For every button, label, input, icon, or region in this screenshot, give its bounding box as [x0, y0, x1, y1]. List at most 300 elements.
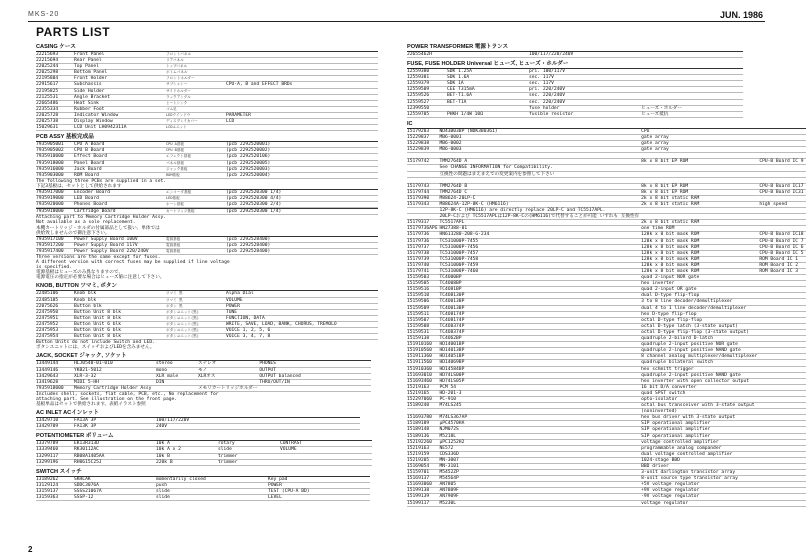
table-cell: MB6-0003: [439, 147, 641, 153]
table-cell: VOLUME: [280, 447, 372, 453]
section-title: POWER TRANSFORMER 電源トランス: [407, 44, 509, 50]
table-cell: CPU-B Board IC18: [759, 232, 804, 238]
table-cell: LED Board: [74, 196, 166, 202]
table-cell: fusible resistor: [529, 111, 641, 117]
table-cell: ボトムパネル: [166, 70, 226, 76]
table-cell: XLRオス: [198, 373, 259, 379]
table-cell: HD14013BP: [439, 348, 641, 354]
table-cell: 12559379: [407, 81, 447, 87]
table-cell: (pcb 2292520300 1/4): [226, 189, 378, 195]
table-cell: SSSP-12: [74, 495, 156, 501]
section-title: KNOB, BUTTON ツマミ, ボタン: [36, 283, 118, 290]
note-text: Not available as a sole replacement.: [36, 220, 136, 226]
table-row: [36, 248, 378, 254]
table-cell: 13299117: [36, 453, 74, 459]
table-cell: 151911360: [407, 354, 439, 360]
table-cell: SIP operational amplifier: [641, 427, 759, 433]
table-cell: TC531000P-7455: [439, 238, 641, 244]
table-cell: M5230L: [439, 500, 641, 506]
table-cell: MN-3007: [439, 457, 641, 463]
table-cell: Angle Bracket: [74, 94, 166, 100]
table-cell: 22665486: [36, 100, 74, 106]
table-cell: TC4O08BP: [439, 281, 641, 287]
table-cell: pri. 100/117V: [529, 69, 641, 75]
parts-table: [407, 68, 743, 118]
table-cell: 2k x 8 bit static RAM: [641, 220, 759, 226]
note-text: ボタンユニットには、スイッチおよびLEDを含みません。: [36, 345, 155, 351]
table-cell: PARAMETER: [226, 112, 378, 118]
table-cell: 15179743: [407, 183, 439, 189]
table-cell: ROM Board IC 3: [759, 269, 805, 275]
parts-table: [36, 440, 372, 465]
table-cell: 15179736APG: [407, 226, 438, 232]
table-cell: 15179739: [407, 256, 439, 262]
table-cell: 8k x 8 bit EP ROM: [641, 183, 759, 189]
table-cell: Alpha Dial: [226, 291, 378, 297]
table-cell: gate array: [641, 141, 759, 147]
table-cell: AN7805: [439, 482, 641, 488]
table-cell: Indicator Window: [74, 112, 166, 118]
table-cell: ボタンユニット(黒): [166, 321, 226, 327]
parts-table: [36, 189, 378, 208]
table-cell: 15169137: [407, 476, 439, 482]
table-cell: 15159505: [407, 281, 439, 287]
table-cell: trimmer: [218, 459, 280, 465]
section-title: FUSE, FUSE HOLDER Universal ヒューズ, ヒューズ・ホルダー: [407, 61, 569, 68]
table-cell: stereo: [156, 361, 198, 367]
table-cell: ラックアングル: [166, 94, 226, 100]
table-cell: voltage regulator: [641, 500, 759, 506]
table-cell: Front Holder: [74, 76, 166, 82]
table-cell: CONTRAST: [280, 441, 372, 447]
table-cell: ボタンユニット(黒): [166, 315, 226, 321]
table-cell: (pcb 2292520002): [226, 148, 378, 154]
table-cell: エフェクト基板: [166, 154, 226, 160]
table-cell: gate array: [641, 134, 759, 140]
table-cell: 220k B: [156, 459, 218, 465]
table-cell: TMM2764D B: [439, 183, 641, 189]
table-cell: (pcb 2292520004): [226, 172, 378, 178]
table-cell: 22475951: [36, 315, 74, 321]
table-cell: momentarily closed: [156, 476, 268, 482]
table-cell: quadruple 2-input positive NAND gate: [641, 372, 759, 378]
table-cell: 151910360: [407, 366, 439, 372]
table-cell: hex schmitt trigger: [641, 366, 759, 372]
table-cell: 3-unit darlington transistor array: [641, 470, 759, 476]
table-cell: ディスプレイカバー: [166, 119, 226, 125]
table-cell: Power Supply Board 220/240V: [74, 248, 166, 254]
table-cell: Phones Board: [74, 202, 166, 208]
table-cell: (pcb 2292520005): [226, 160, 378, 166]
note-text: 本機カートリッジ・ホルダの付属部品として扱い、単体では: [36, 225, 160, 231]
table-cell: 15159510: [407, 293, 439, 299]
table-cell: 互換性の問題はまえまえでの変更案内を参照して下さい: [439, 171, 641, 177]
table-cell: 15159506: [407, 299, 439, 305]
table-cell: トップパネル: [166, 64, 226, 70]
parts-table: [407, 51, 743, 58]
table-cell: メモリカートリッジホルダー: [198, 385, 258, 391]
table-row: [36, 334, 378, 340]
table-cell: YKB21-5012: [74, 367, 156, 373]
table-cell: 22655462H: [407, 52, 447, 58]
table-cell: 15189136: [407, 433, 439, 439]
table-cell: ボタンユニット(黒): [166, 309, 226, 315]
table-cell: sec. 117V: [529, 75, 641, 81]
table-cell: 15219205: [407, 457, 439, 463]
table-cell: M74LS367AP: [439, 415, 641, 421]
table-row: [407, 111, 743, 117]
table-cell: Rubber Foot: [74, 106, 166, 112]
table-row: [36, 202, 378, 208]
table-cell: TC5517APL: [439, 220, 641, 226]
table-cell: 7935903000: [36, 172, 74, 178]
table-cell: 22475954: [36, 334, 74, 340]
table-cell: 128k x 8 bit mask ROM: [641, 238, 759, 244]
table-cell: 電源基板: [166, 242, 226, 248]
table-cell: TMM2764D C: [439, 189, 641, 195]
table-cell: 7935916000: [36, 166, 74, 172]
table-cell: MB6-0001: [439, 134, 641, 140]
table-cell: パネル基板: [166, 160, 226, 166]
table-cell: TC4O013BP: [439, 305, 641, 311]
table-cell: AN7809F: [439, 488, 641, 494]
table-cell: 電源基板: [166, 248, 226, 254]
note-text: 供給致しませんので御注意下さい。: [36, 230, 110, 236]
table-cell: 7935917400: [36, 248, 74, 254]
table-cell: M5218L: [439, 433, 641, 439]
table-row: [36, 459, 372, 465]
table-cell: MIDI 5-HH: [74, 379, 156, 385]
table-cell: CEE T315mA: [447, 87, 529, 93]
table-cell: CPU-A, B and EFFECT BRDs: [226, 82, 378, 88]
table-cell: TUNE: [226, 309, 378, 315]
table-cell: (pcb 2292520106): [226, 154, 378, 160]
table-cell: 15179343: [407, 201, 439, 207]
table-cell: SIP operational amplifier: [641, 421, 759, 427]
table-cell: THRU/OUT/IN: [259, 379, 371, 385]
table-cell: Subchassis: [74, 82, 166, 88]
table-cell: 1024-stage BBD: [641, 457, 759, 463]
table-cell: 15159531: [407, 329, 439, 335]
note-text: Attaching part to Memory Cartridge Holder Assy.: [36, 215, 166, 221]
table-cell: CPU B基板: [166, 148, 226, 154]
table-cell: 128k x 8 bit mask ROM: [641, 269, 759, 275]
table-cell: BBD driver: [641, 464, 759, 470]
table-cell: sec. 220/240V: [529, 99, 641, 105]
section-title: CASING ケース: [36, 44, 76, 50]
table-cell: PHONES: [259, 361, 371, 367]
table-cell: SDK 1.25A: [447, 69, 529, 75]
table-cell: BET-T1.6A: [447, 93, 529, 99]
page-title: PARTS LIST: [36, 25, 111, 39]
note-text: is specified.: [36, 265, 72, 271]
table-cell: 100/117/220/240V: [529, 52, 641, 58]
table-cell: TC531000P-7458: [439, 256, 641, 262]
table-cell: 7935918000: [36, 209, 74, 215]
table-cell: Button Unit 8 blk: [74, 315, 166, 321]
table-cell: ボタンユニット(黒): [166, 334, 226, 340]
table-cell: 15219159: [407, 451, 439, 457]
date-label: JUN. 1986: [719, 10, 763, 20]
table-cell: DIN: [156, 379, 198, 385]
section-title: PCB ASSY 基板完成品: [36, 134, 94, 141]
table-cell: 128k x 8 bit mask ROM: [641, 256, 759, 262]
table-cell: 15179741: [407, 269, 439, 275]
table-cell: 12399550: [407, 105, 447, 111]
table-cell: TC4O013BP: [439, 299, 641, 305]
table-cell: LEVEL: [268, 495, 370, 501]
table-cell: FA13K 3P: [74, 424, 156, 430]
table-cell: 13429710: [36, 418, 74, 424]
table-cell: 22125531: [36, 94, 74, 100]
table-cell: NE572: [439, 445, 641, 451]
table-cell: 128k x 8 bit mask ROM: [641, 262, 759, 268]
table-cell: 12P-8K-C (HM6116) are directly replace 20LP-C and TC5517APL.: [439, 208, 641, 214]
table-cell: 22025738: [36, 119, 74, 125]
table-cell: hex bus driver with 3-state output: [641, 415, 759, 421]
table-cell: 7935920000: [36, 202, 74, 208]
table-cell: SDDC3076A: [74, 482, 156, 488]
table-cell: 15159509: [407, 305, 439, 311]
table-cell: 151693780: [407, 415, 439, 421]
table-cell: quadruple 2-input positive NAND gate: [641, 348, 759, 354]
table-cell: HD74LS00P: [439, 372, 641, 378]
table-cell: LCD: [226, 119, 378, 125]
table-cell: TC4O8374P: [439, 323, 641, 329]
table-cell: 15189148: [407, 427, 439, 433]
table-cell: HD74LS05P: [439, 378, 641, 384]
table-cell: 15179742: [407, 159, 439, 165]
table-cell: 22485105: [36, 297, 74, 303]
table-cell: ステレオ: [198, 361, 259, 367]
table-cell: ゴム足: [166, 106, 226, 112]
table-cell: 13419628: [36, 379, 74, 385]
table-cell: SKHLAK: [74, 476, 156, 482]
table-cell: 13449146: [36, 367, 74, 373]
table-cell: 22195825: [36, 88, 74, 94]
table-cell: ROM基板: [166, 172, 226, 178]
table-cell: (pcb 2292520300 2/4): [226, 202, 378, 208]
table-cell: M54564P: [439, 476, 641, 482]
table-cell: 15159503: [407, 275, 439, 281]
table-cell: See CHANGE INFORMATION for Compatibility.: [439, 165, 641, 171]
table-cell: [226, 125, 378, 131]
table-cell: ツマミ 黒: [166, 291, 226, 297]
table-cell: Memory Cartridge Holder Assy: [74, 385, 156, 391]
table-cell: sec. 220/240V: [529, 93, 641, 99]
note-text: The following three PCBs are supplied in a set.: [36, 178, 166, 184]
table-cell: 15179737: [407, 244, 439, 250]
table-cell: (noninverted): [641, 409, 759, 415]
table-cell: EK13R313D: [74, 441, 156, 447]
note-text: 下記3基板は、セットとして供給されます: [36, 183, 122, 189]
table-cell: CPU-B Board IC31: [759, 189, 804, 195]
table-cell: 7935918000: [36, 160, 74, 166]
table-cell: 13339460: [36, 447, 74, 453]
table-cell: XLR-3-32: [74, 373, 156, 379]
table-cell: Display Window: [74, 119, 166, 125]
table-cell: 13429643: [36, 373, 74, 379]
table-cell: 10k B: [156, 453, 218, 459]
table-cell: Button Unit 8 blk: [74, 334, 166, 340]
table-cell: µPC4570HA: [439, 421, 641, 427]
table-cell: HD14001BP: [439, 342, 641, 348]
table-cell: 15159701: [407, 470, 439, 476]
table-cell: [759, 500, 805, 506]
table-cell: ND43B03BP (NDK3B0361): [439, 128, 641, 134]
table-cell: FA13A 3P: [74, 418, 156, 424]
table-cell: モノ: [198, 367, 259, 373]
table-cell: 10k A x 2: [156, 447, 218, 453]
table-cell: SDK 1.6A: [447, 75, 529, 81]
table-cell: 22915617: [36, 82, 74, 88]
table-cell: ボタンユニット(黒): [166, 328, 226, 334]
note-text: 電源基板はヒューズのみ異なりますので、: [36, 270, 123, 276]
table-cell: 15159511: [407, 311, 439, 317]
parts-table: [36, 236, 378, 255]
table-cell: 15179736: [407, 232, 439, 238]
table-cell: AN7909F: [439, 494, 641, 500]
table-cell: CPU-B Board IC 5: [759, 250, 804, 256]
table-cell: サブシャシー: [166, 82, 226, 88]
table-cell: CDS336D: [439, 451, 641, 457]
table-cell: PC-910: [439, 396, 641, 402]
table-cell: opto-isolator: [641, 396, 759, 402]
section-title: AC INLET ACインレット: [36, 410, 99, 417]
left-column: [36, 41, 378, 501]
table-cell: 13159363: [36, 495, 74, 501]
section-title: IC: [407, 120, 413, 127]
table-cell: NJM072S: [439, 427, 641, 433]
table-cell: LCDユニット: [166, 125, 226, 131]
table-cell: (pcb 2292520003): [226, 166, 378, 172]
page-number: 2: [28, 545, 33, 554]
table-cell: Knob blk: [74, 297, 166, 303]
table-cell: TC4O8174P: [439, 311, 641, 317]
header-rule: [28, 21, 765, 22]
table-cell: 15179203: [407, 128, 439, 134]
table-cell: Heat Sink: [74, 100, 166, 106]
table-cell: 22195804: [36, 76, 74, 82]
table-cell: Effect Board: [74, 154, 166, 160]
table-cell: 15229837: [407, 134, 439, 140]
table-cell: 22215693: [36, 52, 74, 58]
table-cell: octal D-type flip-flop (3-state output): [641, 329, 759, 335]
table-cell: TC4O8374P: [439, 329, 641, 335]
table-cell: 240V: [156, 424, 258, 430]
table-cell: CPU-B Board IC 9: [759, 159, 804, 165]
table-cell: 12559380: [407, 69, 447, 75]
table-cell: リアパネル: [166, 58, 226, 64]
table-cell: 15229838: [407, 141, 439, 147]
table-row: [36, 125, 378, 131]
table-cell: Button Unit 6 blk: [74, 321, 166, 327]
table-cell: Front Panel: [74, 52, 166, 58]
table-cell: Encoder Board: [74, 189, 166, 195]
table-cell: quadruple 2-bilord D-latch: [641, 336, 759, 342]
table-cell: OUTPUT balanced: [259, 373, 371, 379]
table-cell: 128k x 8 bit mask ROM: [641, 244, 759, 250]
table-cell: 7935905002: [36, 148, 74, 154]
table-cell: one time ROM: [641, 226, 759, 232]
table-cell: 12559527: [407, 99, 447, 105]
table-cell: sec. 117V: [529, 81, 641, 87]
table-cell: 22475950: [36, 309, 74, 315]
table-cell: [258, 424, 360, 430]
table-cell: 128k x 8 bit mask ROM: [641, 250, 759, 256]
table-cell: Button Unit 6 blk: [74, 328, 166, 334]
table-cell: カートリッジ基板: [166, 209, 226, 215]
table-cell: 22485106: [36, 291, 74, 297]
table-cell: 8k x 8 bit EP ROM: [641, 159, 759, 165]
table-cell: programmable analog compander: [641, 445, 759, 451]
table-cell: WRITE, SAVE, LOAD, BANK, CHORUS, TREMOLO: [226, 321, 378, 327]
table-cell: ボタン 黒: [166, 303, 226, 309]
table-cell: +5V voltage regulator: [641, 482, 759, 488]
table-cell: (pcb 2292520300 4/4): [226, 196, 378, 202]
table-cell: MN-3101: [439, 464, 641, 470]
table-cell: 13159137: [36, 488, 74, 494]
table-cell: Power Supply Board 117V: [74, 242, 166, 248]
table-cell: TMM2764D A: [439, 159, 641, 165]
table-cell: 12559526: [407, 93, 447, 99]
table-cell: TC531000P-7459: [439, 262, 641, 268]
table-cell: dual 4 to 1 line decoder/demultiplexer: [641, 305, 759, 311]
table-cell: -9V voltage regulator: [641, 494, 759, 500]
table-cell: [259, 385, 371, 391]
table-cell: 13299196: [36, 459, 74, 465]
table-cell: 22355334: [36, 106, 74, 112]
table-cell: CPU A Board: [74, 142, 166, 148]
table-cell: 8 channel analog multiplexer/demultiplexer: [641, 354, 758, 360]
table-cell: 15159138: [407, 336, 439, 342]
table-cell: 15179744: [407, 189, 439, 195]
table-cell: 22075626: [36, 303, 74, 309]
table-cell: OUTPUT: [259, 367, 371, 373]
table-row: [407, 500, 806, 506]
table-cell: HD-201-3: [439, 390, 641, 396]
table-row: [36, 172, 378, 178]
table-cell: VOLUME: [226, 297, 378, 303]
table-cell: 15219163: [407, 384, 439, 390]
table-cell: Knob blk: [74, 291, 166, 297]
table-cell: CPU B Board: [74, 148, 166, 154]
table-cell: 151693010: [407, 372, 439, 378]
table-cell: エンコーダ基板: [166, 189, 226, 195]
table-cell: (pcb 2292528400): [226, 236, 378, 242]
table-cell: CPU A基板: [166, 142, 226, 148]
table-cell: 13429709: [36, 424, 74, 430]
table-cell: XLR male: [156, 373, 198, 379]
table-cell: Bottom Panel: [74, 70, 166, 76]
table-cell: 15219165: [407, 390, 439, 396]
table-cell: Key pad: [268, 476, 370, 482]
parts-table: [36, 476, 370, 501]
table-cell: octal D-type flip-flop: [641, 317, 759, 323]
right-column: [407, 41, 804, 507]
table-cell: VOICE 3, 4, 7, 8: [226, 334, 378, 340]
table-cell: 152297060: [407, 396, 439, 402]
table-cell: dual D-type flip-flop: [641, 293, 759, 299]
table-cell: 15179317: [407, 220, 439, 226]
table-cell: 15179740: [407, 262, 439, 268]
table-cell: TC4O8130P: [439, 293, 641, 299]
table-cell: LCD Unit LH0942311A: [74, 125, 166, 131]
table-cell: quadruple 2-input positive NOR gate: [641, 342, 759, 348]
table-row: [407, 52, 743, 58]
table-cell: quad 2-input NOR gate: [641, 275, 759, 281]
table-cell: [447, 52, 529, 58]
